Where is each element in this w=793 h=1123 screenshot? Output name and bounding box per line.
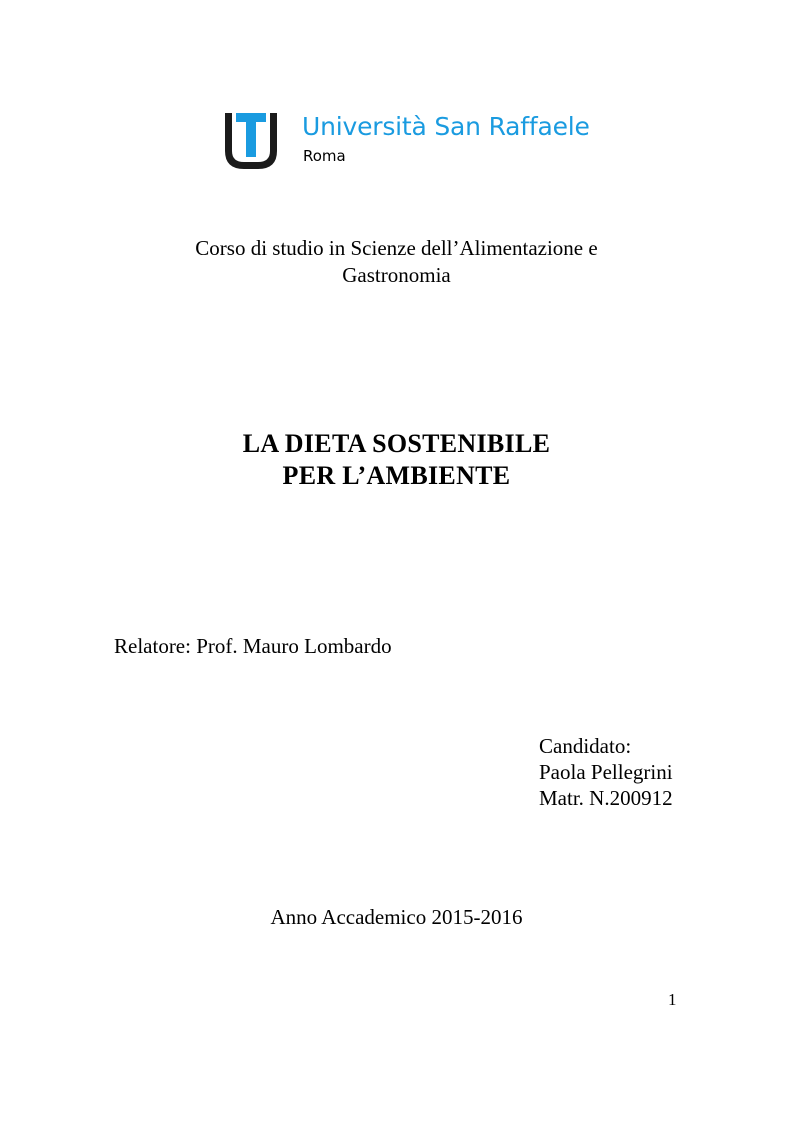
page-number: 1 xyxy=(668,990,677,1009)
university-city: Roma xyxy=(303,147,346,165)
logo-mark-blue-t xyxy=(236,113,266,157)
university-logo xyxy=(222,111,602,173)
thesis-title-line-1: LA DIETA SOSTENIBILE xyxy=(242,429,551,458)
candidate-label: Candidato: xyxy=(539,734,632,758)
course-line-1: Corso di studio in Scienze dell’Alimentazione e xyxy=(195,236,598,260)
academic-year: Anno Accademico 2015-2016 xyxy=(270,905,523,929)
university-name: Università San Raffaele xyxy=(302,112,590,141)
thesis-title xyxy=(100,428,693,492)
candidate-block xyxy=(539,733,673,811)
course-of-study xyxy=(100,235,693,289)
thesis-title-line-2: PER L’AMBIENTE xyxy=(282,461,511,490)
supervisor: Relatore: Prof. Mauro Lombardo xyxy=(114,634,392,658)
course-line-2: Gastronomia xyxy=(342,263,451,287)
candidate-matricola: Matr. N.200912 xyxy=(539,786,673,810)
candidate-name: Paola Pellegrini xyxy=(539,760,673,784)
university-logo-mark-icon xyxy=(222,111,280,171)
